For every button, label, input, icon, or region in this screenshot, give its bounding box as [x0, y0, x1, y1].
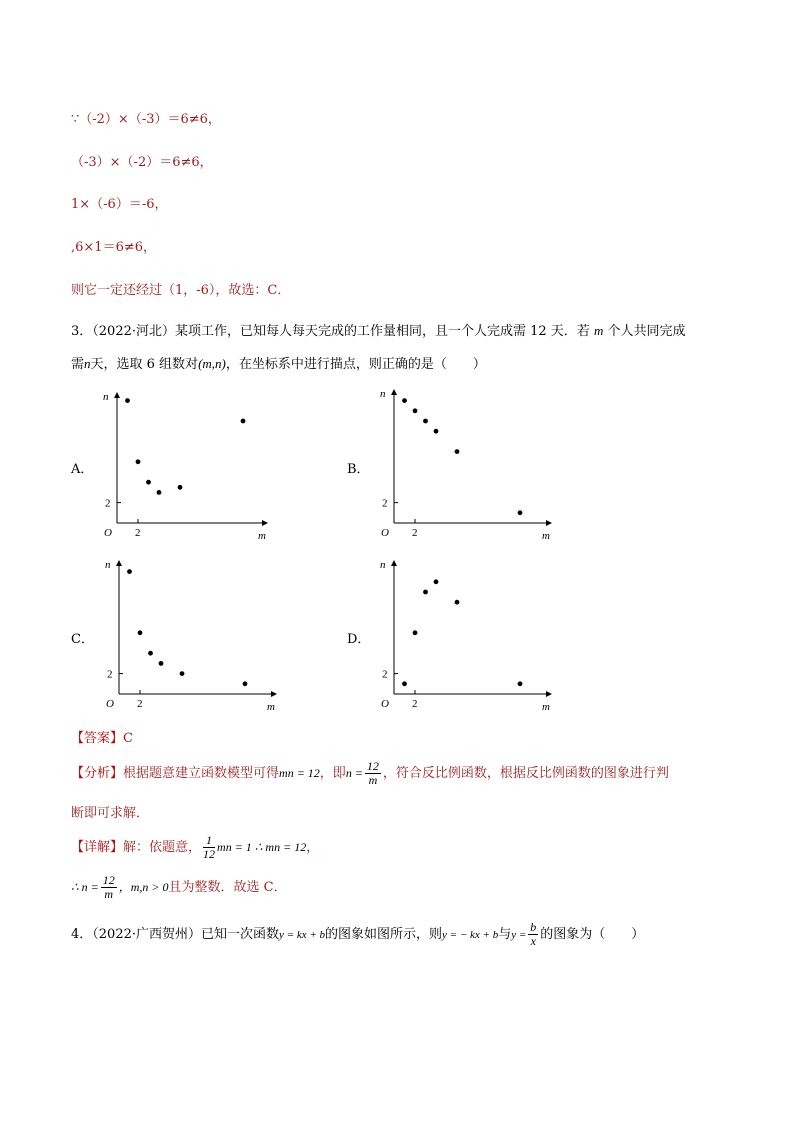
data-point [434, 429, 439, 434]
option-a-label: A． [71, 462, 94, 477]
x-axis-arrow [262, 520, 268, 526]
y-axis-arrow [116, 560, 122, 566]
data-point [138, 630, 143, 635]
fraction-12-over-m: $\frac{12}{m}$ [366, 759, 379, 787]
question-3-line-2: 需n天，选取 6 组数对(m,n)，在坐标系中进行描点，则正确的是（ ） [71, 356, 486, 372]
data-point [413, 630, 418, 635]
data-point [423, 590, 428, 595]
analysis-line-2: 断即可求解． [71, 806, 150, 821]
data-point [157, 490, 162, 495]
x-tick-label: 2 [137, 698, 143, 710]
data-point [146, 480, 151, 485]
option-c-plot [97, 558, 279, 716]
solution-line-1: ∵（-2）×（-3）＝6≠6， [71, 112, 221, 127]
y-axis-arrow [391, 560, 397, 566]
x-tick-label: 2 [412, 527, 418, 539]
y-tick-label: 2 [382, 668, 388, 681]
y-tick-label: 2 [382, 497, 388, 510]
x-tick-label: 2 [412, 698, 418, 710]
data-point [127, 569, 132, 574]
solution-line-4: ,6×1＝6≠6， [71, 240, 157, 255]
question-4: 4．（2022·广西贺州）已知一次函数y = kx + b的图象如图所示，则y = − kx + b与y = $\frac{b}{x}$ 的图象为（ ） [71, 920, 645, 948]
x-axis-arrow [546, 520, 552, 526]
y-axis-label: n [380, 388, 386, 400]
y-axis-label: n [105, 559, 111, 571]
question-3-line-1: 3．（2022·河北）某项工作，已知每人每天完成的工作量相同，且一个人完成需 12 天．若 m 个人共同完成 [71, 323, 686, 339]
data-point [136, 459, 141, 464]
answer-line [71, 727, 133, 746]
fraction-b-over-x: $\frac{b}{x}$ [530, 920, 537, 948]
solution-line-2: （-3）×（-2）＝6≠6， [71, 155, 213, 170]
data-point [159, 661, 164, 666]
fraction-12-over-m-2: $\frac{12}{m}$ [102, 873, 115, 901]
fraction-1-over-12: $\frac{1}{12}$ [203, 833, 216, 861]
x-axis-label: m [542, 701, 550, 713]
x-axis-label: m [542, 530, 550, 542]
data-point [423, 419, 428, 424]
y-axis-arrow [391, 389, 397, 395]
origin-label: O [106, 698, 114, 710]
y-tick-label: 2 [105, 497, 111, 510]
data-point [413, 408, 418, 413]
data-point [148, 651, 153, 656]
data-point [402, 398, 407, 403]
option-a-plot [95, 390, 270, 545]
option-b-plot [372, 387, 554, 545]
data-point [243, 681, 248, 686]
y-axis-label: n [103, 391, 109, 403]
y-axis-label: n [380, 559, 386, 571]
x-axis-label: m [258, 530, 266, 542]
origin-label: O [381, 527, 389, 539]
x-tick-label: 2 [135, 527, 141, 539]
data-point [180, 671, 185, 676]
option-b-label: B． [347, 462, 370, 477]
x-axis-arrow [271, 691, 277, 697]
question-number: 3． [71, 324, 93, 339]
analysis-line-1: 【分析】根据题意建立函数模型可得mn = 12，即n = $\frac{12}{m}$ ，符合反比例函数，根据反比例函数的图象进行判 [71, 759, 669, 787]
data-point [518, 681, 523, 686]
answer-value: C [123, 731, 133, 746]
data-point [178, 485, 183, 490]
data-point [241, 419, 246, 424]
y-tick-label: 2 [107, 668, 113, 681]
data-point [455, 600, 460, 605]
origin-label: O [104, 527, 112, 539]
option-c-label: C． [71, 632, 94, 647]
detail-line-1: 【详解】解：依题意， $\frac{1}{12}$ mn = 1 ∴ mn = 12， [71, 833, 320, 861]
data-point [455, 449, 460, 454]
solution-conclusion: 则它一定还经过（1，-6），故选：C． [71, 283, 291, 298]
origin-label: O [381, 698, 389, 710]
data-point [402, 681, 407, 686]
option-d-plot [372, 558, 554, 716]
question-source: （2022·河北） [92, 324, 175, 339]
option-d-label: D． [347, 632, 371, 647]
detail-line-2: ∴ n = $\frac{12}{m}$ ，m,n > 0且为整数．故选 C． [71, 873, 287, 901]
x-axis-label: m [267, 701, 275, 713]
answer-tag: 【答案】 [71, 731, 124, 746]
data-point [434, 579, 439, 584]
y-axis-arrow [114, 392, 120, 398]
x-axis-arrow [546, 691, 552, 697]
data-point [125, 398, 130, 403]
data-point [518, 510, 523, 515]
solution-line-3: 1×（-6）＝-6， [71, 197, 168, 212]
